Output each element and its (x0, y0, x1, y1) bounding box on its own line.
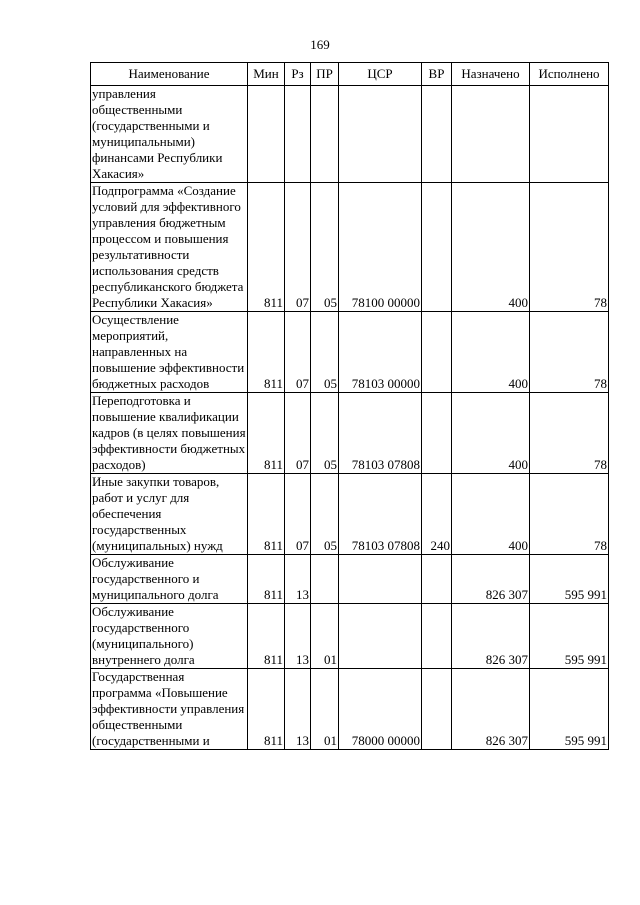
cell-min (248, 86, 285, 183)
cell-pr: 05 (311, 312, 339, 393)
header-csr: ЦСР (339, 63, 422, 86)
cell-min: 811 (248, 669, 285, 750)
cell-name: Обслуживание государственного и муниципального долга (91, 555, 248, 604)
table-row (91, 604, 609, 669)
cell-min: 811 (248, 312, 285, 393)
cell-assigned: 400 (452, 393, 530, 474)
header-min: Мин (248, 63, 285, 86)
cell-pr: 05 (311, 393, 339, 474)
cell-pr: 05 (311, 183, 339, 312)
cell-name: управления общественными (государственными и муниципальными) финансами Республики Хакасия» (91, 86, 248, 183)
cell-csr (339, 555, 422, 604)
page-number: 169 (310, 37, 330, 52)
cell-pr: 01 (311, 604, 339, 669)
cell-vr (422, 604, 452, 669)
table-row (91, 669, 609, 750)
table-row (91, 86, 609, 183)
header-assigned: Назначено (452, 63, 530, 86)
budget-table (90, 62, 609, 750)
cell-min: 811 (248, 393, 285, 474)
cell-executed (530, 86, 609, 183)
cell-csr (339, 604, 422, 669)
cell-pr (311, 86, 339, 183)
cell-name: Переподготовка и повышение квалификации кадров (в целях повышения эффективности бюджетных расходов) (92, 393, 246, 472)
cell-rz: 07 (285, 393, 311, 474)
cell-pr: 01 (311, 669, 339, 750)
header-pr: ПР (311, 63, 339, 86)
cell-min: 811 (248, 604, 285, 669)
header-name: Наименование (91, 63, 248, 86)
cell-vr (422, 393, 452, 474)
cell-rz: 13 (285, 604, 311, 669)
cell-vr (422, 183, 452, 312)
cell-name: Иные закупки товаров, работ и услуг для обеспечения государственных (муниципальных) нужд (91, 474, 248, 555)
cell-rz (285, 86, 311, 183)
cell-pr (311, 555, 339, 604)
cell-vr: 240 (422, 474, 452, 555)
cell-executed: 78 (530, 312, 609, 393)
table-row (91, 474, 609, 555)
cell-csr: 78103 07808 (339, 474, 422, 555)
header-rz: Рз (285, 63, 311, 86)
cell-executed: 78 (530, 474, 609, 555)
cell-assigned: 826 307 (452, 555, 530, 604)
cell-name: Государственная программа «Повышение эффективности управления общественными (государственными и (91, 669, 248, 750)
cell-executed: 595 991 (530, 555, 609, 604)
cell-rz: 07 (285, 183, 311, 312)
cell-assigned: 400 (452, 312, 530, 393)
cell-csr (339, 86, 422, 183)
cell-rz: 07 (285, 474, 311, 555)
cell-csr: 78100 00000 (339, 183, 422, 312)
cell-assigned (452, 86, 530, 183)
cell-rz: 13 (285, 669, 311, 750)
cell-vr (422, 669, 452, 750)
cell-assigned: 400 (452, 474, 530, 555)
cell-name: Обслуживание государственного (муниципального) внутреннего долга (91, 604, 248, 669)
cell-csr: 78000 00000 (339, 669, 422, 750)
cell-executed: 78 (530, 393, 609, 474)
cell-rz: 07 (285, 312, 311, 393)
table-row (91, 312, 609, 393)
table-header-row (91, 63, 609, 86)
table-row (91, 393, 609, 474)
table-row (91, 555, 609, 604)
cell-executed: 78 (530, 183, 609, 312)
cell-rz: 13 (285, 555, 311, 604)
cell-executed: 595 991 (530, 604, 609, 669)
cell-min: 811 (248, 555, 285, 604)
header-vr: ВР (422, 63, 452, 86)
cell-csr: 78103 00000 (339, 312, 422, 393)
cell-name: Подпрограмма «Создание условий для эффективного управления бюджетным процессом и повышения результативности использования средств республиканского бюджета Республики Хакасия» (91, 183, 248, 312)
cell-assigned: 400 (452, 183, 530, 312)
header-executed: Исполнено (530, 63, 609, 86)
cell-min: 811 (248, 474, 285, 555)
cell-vr (422, 555, 452, 604)
cell-min: 811 (248, 183, 285, 312)
cell-pr: 05 (311, 474, 339, 555)
cell-executed: 595 991 (530, 669, 609, 750)
cell-csr: 78103 07808 (339, 393, 422, 474)
table-row (91, 183, 609, 312)
cell-vr (422, 86, 452, 183)
cell-assigned: 826 307 (452, 669, 530, 750)
cell-vr (422, 312, 452, 393)
cell-assigned: 826 307 (452, 604, 530, 669)
cell-name: Осуществление мероприятий, направленных на повышение эффективности бюджетных расходов (91, 312, 248, 393)
